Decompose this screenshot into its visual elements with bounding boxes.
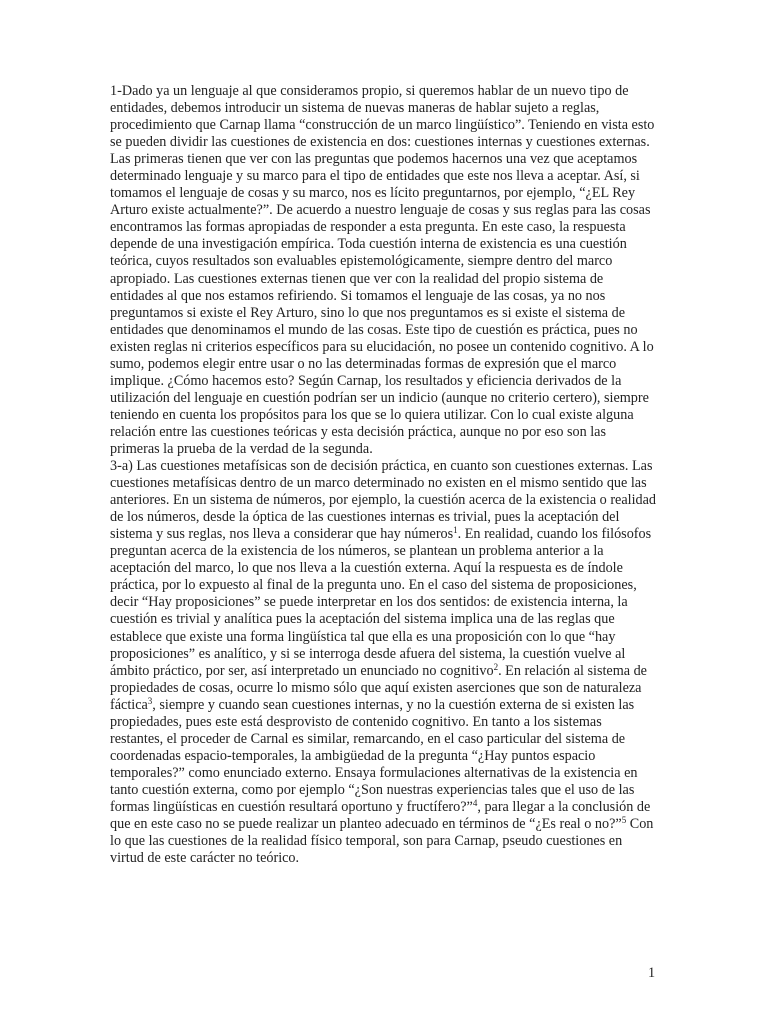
paragraph-question-1: 1-Dado ya un lenguaje al que consideramos propio, si queremos hablar de un nuevo tipo de entidades, debemos introducir un sistema de nuevas maneras de hablar sujeto a reglas, procedimiento que Carnap llama “construcción de un marco lingüístico”. Teniendo en vista esto se pueden dividir las cuestiones de existencia en dos: cuestiones internas y cuestiones externas. Las primeras tienen que ver con las preguntas que podemos hacernos una vez que aceptamos determinado lenguaje y su marco para el tipo de entidades que este nos lleva a aceptar. Así, si tomamos el lenguaje de cosas y su marco, nos es lícito preguntarnos, por ejemplo, “¿EL Rey Arturo existe actualmente?”. De acuerdo a nuestro lenguaje de cosas y sus reglas para las cosas encontramos las formas apropiadas de responder a esta pregunta. En este caso, la respuesta depende de una investigación empírica. Toda cuestión interna de existencia es una cuestión teórica, cuyos resultados son evaluables epistemológicamente, siempre dentro del marco apropiado. Las cuestiones externas tienen que ver con la realidad del propio sistema de entidades al que nos estamos refiriendo. Si tomamos el lenguaje de las cosas, ya no nos preguntamos si existe el Rey Arturo, sino lo que nos preguntamos es si existe el sistema de entidades que denominamos el mundo de las cosas. Este tipo de cuestión es práctica, pues no existen reglas ni criterios específicos para su elucidación, no posee un contenido cognitivo. A lo sumo, podemos elegir entre usar o no las determinadas formas de expresión que el marco implique. ¿Cómo hacemos esto? Según Carnap, los resultados y eficiencia derivados de la utilización del lenguaje en cuestión podrían ser un indicio (aunque no criterio certero), siempre teniendo en cuenta los propósitos para los que se lo quiera utilizar. Con lo cual existe alguna relación entre las cuestiones teóricas y esta decisión práctica, aunque no por eso son las primeras la prueba de la verdad de la segunda. [110, 83, 655, 457]
paragraph-question-3a [110, 458, 658, 867]
paragraph-3a-text-6: Con lo que las cuestiones de la realidad físico temporal, son para Carnap, pseudo cuestiones en virtud de este carácter no teórico. [110, 816, 654, 867]
paragraph-3a-text-2: . En realidad, cuando los filósofos preguntan acerca de la existencia de los números, se plantean un problema anterior a la aceptación del marco, lo que nos lleva a la cuestión externa. Aquí la respuesta es de índole práctica, por lo expuesto al final de la pregunta uno. En el caso del sistema de proposiciones, decir “Hay proposiciones” se puede interpretar en los dos sentidos: de existencia interna, la cuestión es trivial y analítica pues la aceptación del sistema implica una de las reglas que establece que existe una forma lingüística tal que ella es una proposición con lo que “hay proposiciones” es analítico, y si se interroga desde afuera del sistema, la cuestión vuelve al ámbito práctico, por ser, así interpretado un enunciado no cognitivo [110, 526, 652, 679]
footnote-ref-5: 5 [621, 815, 627, 826]
footnote-ref-2: 2 [493, 661, 499, 672]
paragraph-3a-text-3: . En relación al sistema de propiedades de cosas, ocurre lo mismo sólo que aquí existen aserciones que son de naturaleza fáctica [110, 662, 647, 713]
footnote-ref-1: 1 [453, 525, 458, 536]
body-text [110, 83, 658, 867]
paragraph-3a-text-5: , para llegar a la conclusión de que en este caso no se puede realizar un planteo adecuado en términos de “¿Es real o no?” [110, 798, 651, 833]
paragraph-3a-text-4: , siempre y cuando sean cuestiones internas, y no la cuestión externa de si existen las propiedades, pues este está desprovisto de contenido cognitivo. En tanto a los sistemas restantes, el proceder de Carnal es similar, remarcando, en el caso particular del sistema de coordenadas espacio-temporales, la ambigüedad de la pregunta “¿Hay puntos espacio temporales?” como enunciado externo. Ensaya formulaciones alternativas de la existencia en tanto cuestión externa, como por ejemplo “¿Son nuestras experiencias tales que el uso de las formas lingüísticas en cuestión resultará oportuno y fructífero?” [110, 696, 638, 815]
page-number: 1 [648, 965, 656, 981]
paragraph-3a-text-1: 3-a) Las cuestiones metafísicas son de decisión práctica, en cuanto son cuestiones externas. Las cuestiones metafísicas dentro de un marco determinado no existen en el mismo sentido que las anteriores. En un sistema de números, por ejemplo, la cuestión acerca de la existencia o realidad de los números, desde la óptica de las cuestiones internas es trivial, pues la aceptación del sistema y sus reglas, nos lleva a considerar que hay números [110, 458, 657, 543]
footnote-ref-3: 3 [147, 695, 153, 706]
footnote-ref-4: 4 [472, 797, 478, 808]
